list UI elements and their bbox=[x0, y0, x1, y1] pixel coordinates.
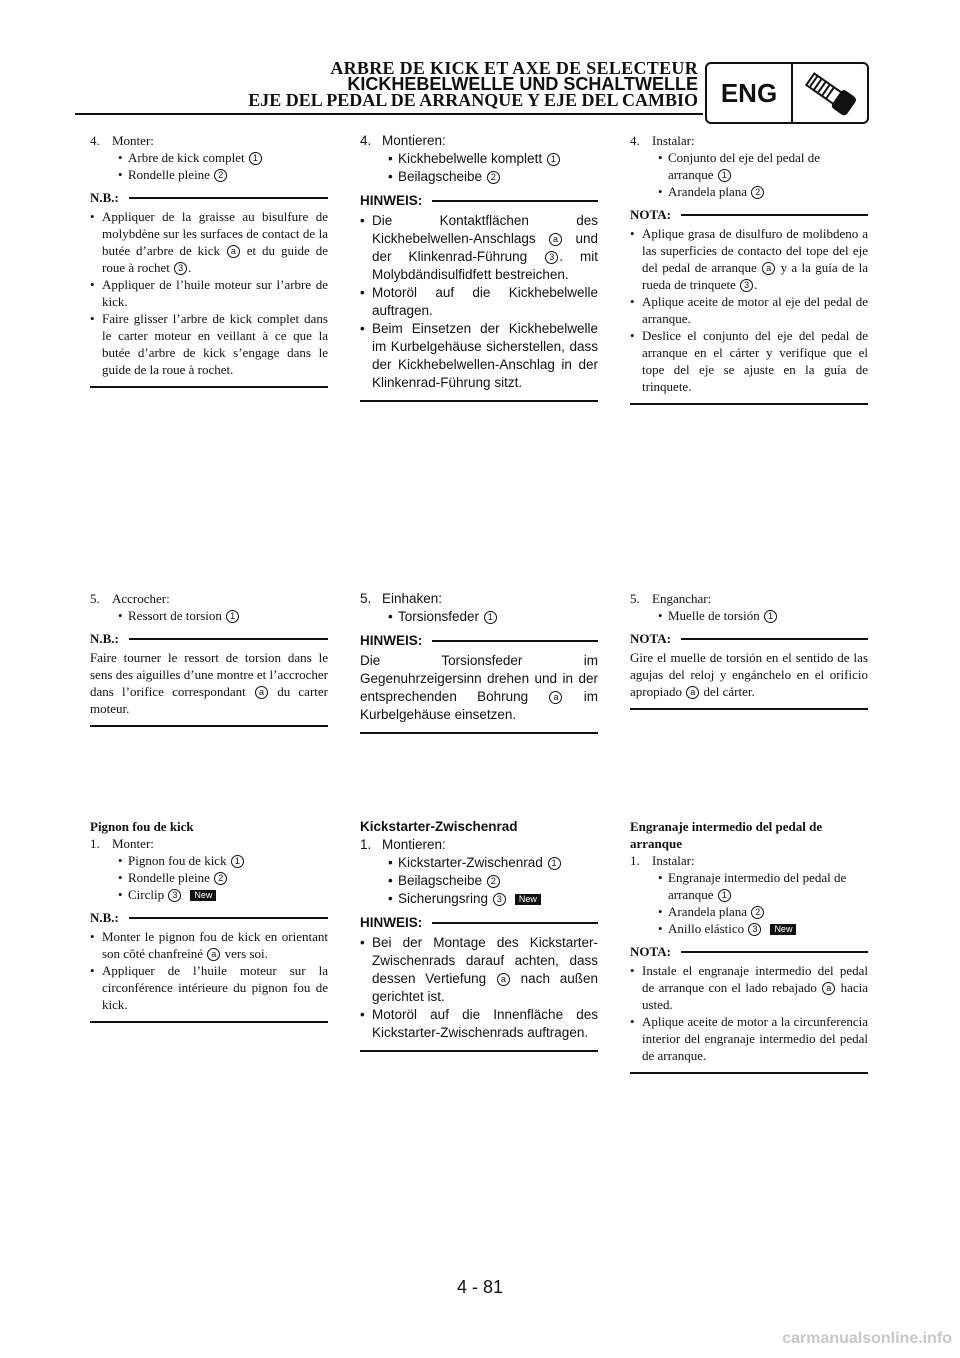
bullet: • bbox=[658, 904, 663, 919]
es-step5-block bbox=[630, 590, 868, 710]
note-text: und der Klinkenrad-Führung bbox=[372, 231, 598, 264]
note-label: NOTA: bbox=[630, 944, 671, 959]
part-name: Muelle de torsión bbox=[668, 608, 760, 623]
callout-3: 3 bbox=[740, 279, 753, 292]
callout-a: a bbox=[549, 691, 562, 704]
step-number: 5. bbox=[360, 591, 372, 606]
section-heading: Engranaje intermedio del pedal de arranque bbox=[630, 819, 823, 851]
callout-a: a bbox=[549, 233, 562, 246]
bullet: • bbox=[118, 150, 123, 165]
section-heading: Pignon fou de kick bbox=[90, 819, 194, 834]
callout-3: 3 bbox=[174, 262, 187, 275]
note-text: du carter moteur. bbox=[90, 684, 328, 716]
note-label: NOTA: bbox=[630, 207, 671, 222]
callout-1: 1 bbox=[249, 152, 262, 165]
callout-2: 2 bbox=[487, 171, 500, 184]
note-label: HINWEIS: bbox=[360, 193, 423, 208]
step-number: 1. bbox=[630, 853, 640, 868]
bullet: • bbox=[630, 963, 635, 978]
note-text: Motoröl auf die Kickhebelwelle auftragen. bbox=[372, 285, 598, 318]
note-text: Appliquer de l’huile moteur sur la circonférence intérieure du pignon fou de kick. bbox=[102, 963, 328, 1012]
note-text: Faire tourner le ressort de torsion dans le sens des aiguilles d’une montre et l’accrocher dans l’orifice correspondant bbox=[90, 650, 328, 699]
bullet: • bbox=[118, 853, 123, 868]
bullet: • bbox=[388, 151, 393, 166]
note-text: Beim Einsetzen der Kickhebelwelle im Kurbelgehäuse sicherstellen, dass der Kickhebelwellen-Anschlag in der Klinkenrad-Führung sitzt. bbox=[372, 321, 598, 390]
step-number: 1. bbox=[90, 836, 100, 851]
step-title: Accrocher: bbox=[112, 591, 170, 606]
bullet: • bbox=[118, 167, 123, 182]
note-label: HINWEIS: bbox=[360, 633, 423, 648]
part-name: Arandela plana bbox=[668, 904, 748, 919]
bullet: • bbox=[658, 921, 663, 936]
note-text: im Kurbelgehäuse einsetzen. bbox=[360, 689, 598, 722]
part-name: Conjunto del eje del pedal de arranque bbox=[668, 150, 820, 182]
bullet: • bbox=[118, 870, 123, 885]
note-text: Monter le pignon fou de kick en orientant son côté chanfreiné bbox=[102, 929, 328, 961]
bullet: • bbox=[388, 169, 393, 184]
callout-3: 3 bbox=[168, 889, 181, 902]
bullet: • bbox=[118, 608, 123, 623]
callout-1: 1 bbox=[718, 169, 731, 182]
callout-1: 1 bbox=[484, 611, 497, 624]
step-number: 5. bbox=[90, 591, 100, 606]
bullet: • bbox=[360, 935, 365, 950]
part-name: Ressort de torsion bbox=[128, 608, 222, 623]
bullet: • bbox=[360, 213, 365, 228]
part-name: Beilagscheibe bbox=[398, 169, 483, 184]
callout-3: 3 bbox=[493, 893, 506, 906]
step-number: 4. bbox=[360, 133, 372, 148]
note-text: vers soi. bbox=[224, 946, 268, 961]
callout-a: a bbox=[207, 948, 220, 961]
part-name: Engranaje intermedio del pedal de arranque bbox=[668, 870, 847, 902]
step-title: Instalar: bbox=[652, 133, 695, 148]
note-text: Aplique aceite de motor al eje del pedal de arranque. bbox=[642, 294, 868, 326]
step-title: Monter: bbox=[112, 836, 154, 851]
callout-1: 1 bbox=[764, 610, 777, 623]
bullet: • bbox=[90, 277, 95, 292]
callout-1: 1 bbox=[547, 153, 560, 166]
part-name: Anillo elástico bbox=[668, 921, 745, 936]
part-name: Arandela plana bbox=[668, 184, 748, 199]
bullet: • bbox=[388, 891, 393, 906]
new-part-badge: New bbox=[515, 894, 541, 905]
bullet: • bbox=[360, 1007, 365, 1022]
es-step4-block: 4. Instalar: • Conjunto del eje del pedal de arranque 1 • Arandela plana 2 NOTA: • Aplique grasa de disulfuro de molibdeno a las superficies de contacto del tope del eje del pedal de arranque a y a la guía de la rueda de trinquete 3 . • Aplique aceite de motor al eje del pedal de arranque. • Deslice el conjunto del eje del pedal de arranque en el cárter y verifique que el tope del eje se ajuste en la guía de trinquete. bbox=[630, 132, 868, 405]
callout-a: a bbox=[822, 982, 835, 995]
step-title: Einhaken: bbox=[382, 591, 443, 606]
note-label: N.B.: bbox=[90, 190, 119, 205]
step-title: Enganchar: bbox=[652, 591, 712, 606]
header-title-es: EJE DEL PEDAL DE ARRANQUE Y EJE DEL CAMBIO bbox=[248, 90, 698, 110]
bullet: • bbox=[388, 609, 393, 624]
note-text: Aplique grasa de disulfuro de molibdeno a las superficies de contacto del tope del eje del pedal de arranque bbox=[642, 226, 868, 275]
bullet: • bbox=[630, 328, 635, 343]
note-text: del cárter. bbox=[703, 684, 755, 699]
note-text: Appliquer de la graisse au bisulfure de molybdène sur les surfaces de contact de la butée d’arbre de kick bbox=[102, 209, 328, 258]
step-title: Montieren: bbox=[382, 837, 446, 852]
callout-a: a bbox=[686, 686, 699, 699]
step-title: Instalar: bbox=[652, 853, 695, 868]
bullet: • bbox=[90, 209, 95, 224]
callout-2: 2 bbox=[751, 906, 764, 919]
part-name: Sicherungsring bbox=[398, 891, 489, 906]
note-text: Appliquer de l’huile moteur sur l’arbre de kick. bbox=[102, 277, 328, 309]
callout-a: a bbox=[762, 262, 775, 275]
callout-1: 1 bbox=[231, 855, 244, 868]
callout-2: 2 bbox=[214, 872, 227, 885]
de-step4-block bbox=[360, 132, 598, 402]
bullet: • bbox=[90, 963, 95, 978]
bullet: • bbox=[630, 1014, 635, 1029]
new-part-badge: New bbox=[770, 924, 796, 935]
callout-3: 3 bbox=[748, 923, 761, 936]
callout-2: 2 bbox=[487, 875, 500, 888]
part-name: Kickhebelwelle komplett bbox=[398, 151, 543, 166]
note-label: HINWEIS: bbox=[360, 915, 423, 930]
step-title: Montieren: bbox=[382, 133, 446, 148]
note-text: Die Torsionsfeder im Gegenuhrzeigersinn drehen und in der entsprechenden Bohrung bbox=[360, 653, 598, 704]
note-text: et du guide de roue à rochet bbox=[102, 243, 328, 275]
bullet: • bbox=[630, 226, 635, 241]
part-name: Rondelle pleine bbox=[128, 870, 210, 885]
fr-gear-block bbox=[90, 818, 328, 1023]
bullet: • bbox=[658, 150, 663, 165]
footer-watermark: carmanualsonline.info bbox=[782, 1330, 952, 1347]
note-text: Instale el engranaje intermedio del pedal de arranque con el lado rebajado bbox=[642, 963, 868, 995]
note-label: N.B.: bbox=[90, 631, 119, 646]
de-gear-block bbox=[360, 818, 598, 1052]
bullet: • bbox=[388, 855, 393, 870]
section-badge bbox=[705, 62, 869, 124]
note-label: N.B.: bbox=[90, 910, 119, 925]
step-number: 4. bbox=[630, 133, 640, 148]
bullet: • bbox=[360, 285, 365, 300]
part-name: Circlip bbox=[128, 887, 165, 902]
callout-1: 1 bbox=[718, 889, 731, 902]
note-text: . mit Molybdändisulfidfett bestreichen. bbox=[372, 249, 598, 282]
part-name: Torsionsfeder bbox=[398, 609, 480, 624]
note-text: Deslice el conjunto del eje del pedal de arranque en el cárter y verifique que el tope del eje se ajuste en la guía de trinquete. bbox=[642, 328, 868, 394]
page-header bbox=[248, 60, 698, 108]
step-number: 5. bbox=[630, 591, 640, 606]
section-badge-label: ENG bbox=[707, 64, 793, 122]
part-name: Rondelle pleine bbox=[128, 167, 210, 182]
note-text: Aplique aceite de motor a la circunferencia interior del engranaje intermedio del pedal de arranque. bbox=[642, 1014, 868, 1063]
note-text: Motoröl auf die Innenfläche des Kickstarter-Zwischenrads auftragen. bbox=[372, 1007, 598, 1040]
note-text: Gire el muelle de torsión en el sentido de las agujas del reloj y engánchelo en el orificio apropiado bbox=[630, 650, 868, 699]
note-text: nach außen gerichtet ist. bbox=[372, 971, 598, 1004]
callout-a: a bbox=[227, 245, 240, 258]
header-title-de: KICKHEBELWELLE UND SCHALTWELLE bbox=[347, 74, 698, 94]
note-text: Die Kontaktflächen des Kickhebelwellen-Anschlags bbox=[372, 213, 598, 246]
bullet: • bbox=[658, 184, 663, 199]
bullet: • bbox=[90, 929, 95, 944]
bullet: • bbox=[658, 870, 663, 885]
bullet: • bbox=[388, 873, 393, 888]
bullet: • bbox=[360, 321, 365, 336]
callout-a: a bbox=[497, 973, 510, 986]
callout-1: 1 bbox=[226, 610, 239, 623]
new-part-badge: New bbox=[190, 890, 216, 901]
callout-2: 2 bbox=[214, 169, 227, 182]
note-text: Bei der Montage des Kickstarter-Zwischenrads darauf achten, dass dessen Vertiefung bbox=[372, 935, 598, 986]
fr-step4-block: 4. Monter: • Arbre de kick complet 1 • Rondelle pleine 2 N.B.: • Appliquer de la graisse au bisulfure de molybdène sur les surfaces de contact de la butée d’arbre de kick a et du guide de roue à rochet 3 . • Appliquer de l’huile moteur sur l’arbre de kick. • Faire glisser l’arbre de kick complet dans le carter moteur en veillant à ce que la butée d’arbre de kick s’engage dans le guide de la roue à rochet. bbox=[90, 132, 328, 388]
bullet: • bbox=[630, 294, 635, 309]
note-text: hacia usted. bbox=[642, 980, 869, 1012]
step-title: Monter: bbox=[112, 133, 154, 148]
header-rule bbox=[75, 113, 703, 115]
callout-2: 2 bbox=[751, 186, 764, 199]
es-gear-block bbox=[630, 818, 868, 1074]
part-name: Beilagscheibe bbox=[398, 873, 483, 888]
bullet: • bbox=[658, 608, 663, 623]
part-name: Arbre de kick complet bbox=[128, 150, 245, 165]
callout-3: 3 bbox=[545, 251, 558, 264]
engine-parts-icon bbox=[793, 64, 867, 122]
note-text: Faire glisser l’arbre de kick complet dans le carter moteur en veillant à ce que la butée d’arbre de kick s’engage dans le guide de la roue à rochet. bbox=[102, 311, 328, 377]
bullet: • bbox=[90, 311, 95, 326]
step-number: 4. bbox=[90, 133, 100, 148]
note-text: y a la guía de la rueda de trinquete bbox=[642, 260, 869, 292]
page-number: 4 - 81 bbox=[456, 1277, 504, 1297]
header-title-fr: ARBRE DE KICK ET AXE DE SELECTEUR bbox=[330, 58, 698, 78]
part-name: Pignon fou de kick bbox=[128, 853, 227, 868]
part-name: Kickstarter-Zwischenrad bbox=[398, 855, 543, 870]
note-label: NOTA: bbox=[630, 631, 671, 646]
callout-a: a bbox=[255, 686, 268, 699]
section-heading: Kickstarter-Zwischenrad bbox=[360, 819, 518, 834]
bullet: • bbox=[118, 887, 123, 902]
fr-step5-block bbox=[90, 590, 328, 727]
callout-1: 1 bbox=[548, 857, 561, 870]
de-step5-block bbox=[360, 590, 598, 734]
step-number: 1. bbox=[360, 837, 372, 852]
